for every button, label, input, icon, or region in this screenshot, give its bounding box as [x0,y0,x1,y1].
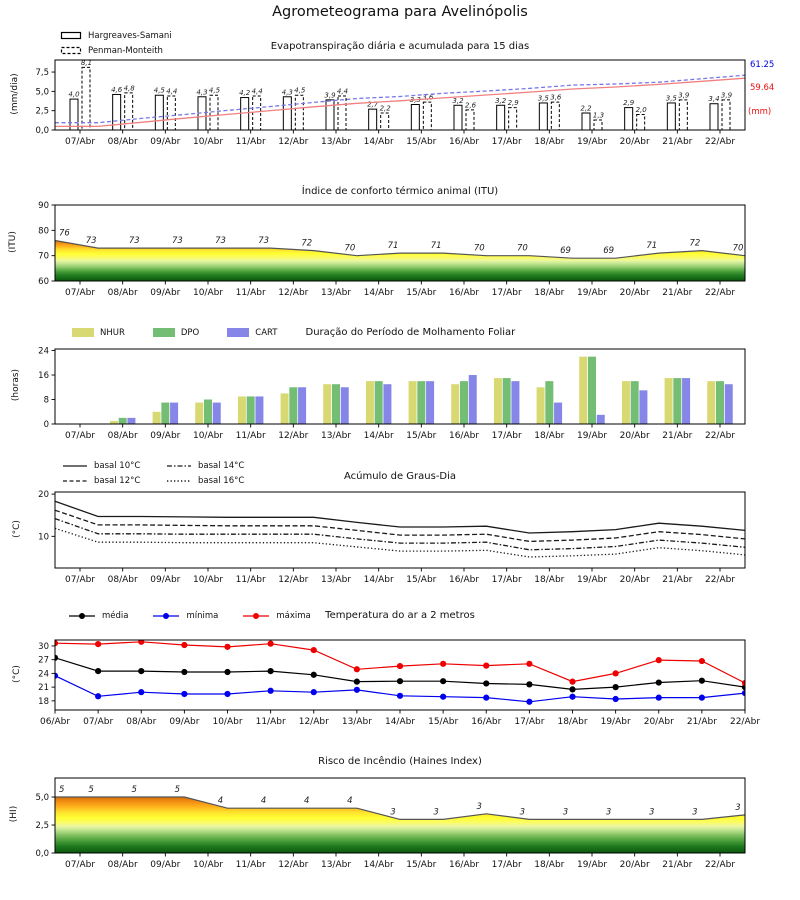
graus-y-axis-label: (°C) [12,520,22,538]
svg-text:73: 73 [258,236,270,247]
svg-text:3,9: 3,9 [720,91,733,100]
svg-text:13/Abr: 13/Abr [320,137,352,147]
svg-text:20/Abr: 20/Abr [619,137,650,147]
graus-legend [62,458,278,488]
svg-text:09/Abr: 09/Abr [169,717,200,727]
svg-text:07/Abr: 07/Abr [83,717,114,727]
molhamento-title: Duração do Período de Molhamento Foliar [305,327,516,338]
legend-label: mínima [186,610,219,621]
svg-text:70: 70 [344,243,356,254]
dashed-line-icon [62,477,88,485]
svg-text:71: 71 [646,241,658,252]
svg-text:3: 3 [390,807,396,818]
molhamento-y-axis-label: (horas) [11,368,21,402]
svg-text:22/Abr: 22/Abr [704,431,736,441]
legend-label: NHUR [100,327,125,338]
svg-text:60: 60 [38,277,49,287]
temp-title: Temperatura do ar a 2 metros [325,610,475,621]
svg-text:4,3: 4,3 [281,88,293,97]
dotted-line-icon [166,477,192,485]
svg-text:22/Abr: 22/Abr [704,575,736,585]
svg-text:08/Abr: 08/Abr [107,860,138,870]
svg-text:2,5: 2,5 [35,821,49,832]
svg-text:4: 4 [260,796,267,807]
svg-text:11/Abr: 11/Abr [255,717,286,727]
svg-text:5: 5 [59,785,65,796]
svg-text:0: 0 [43,420,49,430]
svg-text:16: 16 [38,371,49,382]
svg-text:5: 5 [174,785,181,796]
svg-text:12/Abr: 12/Abr [278,137,309,147]
svg-text:16/Abr: 16/Abr [448,431,480,441]
svg-text:12/Abr: 12/Abr [278,431,309,441]
svg-text:3: 3 [605,807,612,818]
svg-text:4,3: 4,3 [196,88,208,97]
svg-text:2,2: 2,2 [580,104,592,113]
svg-text:4,5: 4,5 [153,86,165,95]
svg-text:15/Abr: 15/Abr [406,288,437,298]
svg-text:14/Abr: 14/Abr [363,575,394,585]
svg-text:15/Abr: 15/Abr [406,860,437,870]
svg-text:06/Abr: 06/Abr [39,717,71,727]
svg-text:09/Abr: 09/Abr [150,575,181,585]
svg-text:72: 72 [689,238,701,249]
svg-text:19/Abr: 19/Abr [600,717,631,727]
svg-text:3: 3 [692,807,698,818]
svg-text:3: 3 [735,802,741,813]
svg-text:3,4: 3,4 [708,95,720,104]
dashdot-line-icon [166,462,192,470]
solid-line-icon [62,462,88,470]
svg-text:22/Abr: 22/Abr [729,717,761,727]
svg-text:2,5: 2,5 [35,106,49,117]
svg-text:15/Abr: 15/Abr [406,575,437,585]
haines-title: Risco de Incêndio (Haines Index) [318,756,482,767]
svg-text:13/Abr: 13/Abr [320,575,352,585]
svg-text:2,0: 2,0 [635,106,647,115]
solid-bar-swatch-icon [60,31,82,40]
legend-item-hargreaves [60,28,172,43]
legend-label: basal 12°C [94,475,141,486]
svg-text:21/Abr: 21/Abr [686,717,717,727]
svg-text:10/Abr: 10/Abr [192,575,224,585]
black-dot-line-icon [68,611,96,621]
svg-text:73: 73 [171,236,183,247]
svg-text:59.64: 59.64 [750,83,775,94]
svg-text:14/Abr: 14/Abr [363,288,394,298]
svg-text:3,5: 3,5 [665,94,677,103]
legend-label: média [102,610,129,621]
svg-text:5: 5 [131,785,137,796]
svg-text:09/Abr: 09/Abr [150,860,181,870]
legend-item-nhur [72,328,125,338]
svg-text:20/Abr: 20/Abr [643,717,674,727]
legend-item-media [68,611,128,621]
svg-text:08/Abr: 08/Abr [126,717,157,727]
svg-text:14/Abr: 14/Abr [363,137,394,147]
svg-text:18/Abr: 18/Abr [534,288,565,298]
svg-text:70: 70 [473,243,485,254]
legend-label: basal 14°C [198,460,245,471]
svg-text:20/Abr: 20/Abr [619,288,650,298]
svg-text:4,6: 4,6 [111,85,123,94]
svg-text:20: 20 [38,490,49,501]
svg-text:21/Abr: 21/Abr [662,431,693,441]
svg-text:4: 4 [347,796,353,807]
itu-title: Índice de conforto térmico animal (ITU) [301,186,499,197]
svg-text:11/Abr: 11/Abr [235,137,266,147]
svg-text:15/Abr: 15/Abr [428,717,459,727]
svg-text:1,3: 1,3 [592,111,605,120]
svg-text:22/Abr: 22/Abr [704,860,736,870]
svg-text:09/Abr: 09/Abr [150,431,181,441]
svg-text:18/Abr: 18/Abr [534,431,565,441]
svg-text:18/Abr: 18/Abr [534,860,565,870]
svg-text:3,5: 3,5 [537,94,549,103]
legend-label: DPO [180,327,200,338]
svg-text:4,4: 4,4 [336,87,349,96]
svg-text:21/Abr: 21/Abr [662,860,693,870]
svg-text:5: 5 [88,785,94,796]
svg-text:3: 3 [649,807,655,818]
svg-text:0,0: 0,0 [35,126,49,136]
svg-text:12/Abr: 12/Abr [278,288,309,298]
svg-text:12/Abr: 12/Abr [278,860,309,870]
svg-text:69: 69 [560,246,571,257]
blue-dot-line-icon [152,611,180,621]
svg-text:70: 70 [38,251,49,262]
svg-text:4,4: 4,4 [251,87,263,96]
svg-text:2,9: 2,9 [623,99,635,108]
svg-text:11/Abr: 11/Abr [235,431,266,441]
legend-item-maxima [242,611,310,621]
svg-text:17/Abr: 17/Abr [514,717,545,727]
svg-text:16/Abr: 16/Abr [448,860,480,870]
svg-text:4,8: 4,8 [123,84,135,93]
svg-text:20/Abr: 20/Abr [619,431,650,441]
svg-text:21: 21 [38,683,49,694]
svg-text:16/Abr: 16/Abr [448,288,480,298]
svg-text:69: 69 [603,246,615,257]
svg-text:16/Abr: 16/Abr [471,717,502,727]
svg-text:2,7: 2,7 [367,100,379,109]
legend-label: Penman-Monteith [88,45,163,56]
page-title: Agrometeograma para Avelinópolis [272,4,528,20]
svg-text:76: 76 [59,228,70,239]
svg-text:24: 24 [38,669,49,680]
svg-text:10/Abr: 10/Abr [212,717,243,727]
svg-text:4: 4 [217,796,224,807]
svg-text:30: 30 [38,641,49,652]
svg-text:3,9: 3,9 [678,91,690,100]
legend-label: basal 10°C [94,460,141,471]
svg-text:07/Abr: 07/Abr [64,860,96,870]
svg-text:24: 24 [38,346,49,357]
temp-y-axis-label: (°C) [12,665,22,683]
svg-text:18/Abr: 18/Abr [534,137,565,147]
svg-text:4,5: 4,5 [294,86,306,95]
svg-text:07/Abr: 07/Abr [64,431,96,441]
svg-text:09/Abr: 09/Abr [150,137,181,147]
svg-text:19/Abr: 19/Abr [576,288,608,298]
svg-text:3: 3 [433,807,439,818]
svg-text:17/Abr: 17/Abr [491,431,522,441]
cart-swatch-icon [227,328,249,337]
svg-text:10/Abr: 10/Abr [192,431,224,441]
red-dot-line-icon [242,611,270,621]
nhur-swatch-icon [72,328,94,337]
svg-text:90: 90 [38,201,49,211]
svg-text:08/Abr: 08/Abr [107,137,138,147]
legend-item-penman [60,43,172,58]
svg-text:8: 8 [43,395,49,406]
svg-text:07/Abr: 07/Abr [64,137,96,147]
svg-text:15/Abr: 15/Abr [406,137,437,147]
legend-label: Hargreaves-Samani [88,30,172,41]
svg-text:15/Abr: 15/Abr [406,431,437,441]
svg-text:12/Abr: 12/Abr [278,575,309,585]
svg-text:19/Abr: 19/Abr [576,431,608,441]
graus-title: Acúmulo de Graus-Dia [343,471,457,482]
svg-text:3,6: 3,6 [550,93,562,102]
itu-y-axis-label: (ITU) [8,231,18,253]
svg-text:71: 71 [430,241,442,252]
svg-text:3,6: 3,6 [422,93,434,102]
svg-text:11/Abr: 11/Abr [235,575,266,585]
svg-text:2,6: 2,6 [464,101,477,110]
dpo-swatch-icon [153,328,175,337]
svg-text:5,0: 5,0 [35,87,49,98]
svg-text:16/Abr: 16/Abr [448,575,480,585]
svg-text:18/Abr: 18/Abr [557,717,588,727]
svg-text:3,9: 3,9 [324,91,336,100]
svg-text:08/Abr: 08/Abr [107,288,138,298]
svg-text:11/Abr: 11/Abr [235,288,266,298]
svg-text:(mm): (mm) [748,107,772,117]
svg-text:14/Abr: 14/Abr [384,717,416,727]
svg-text:09/Abr: 09/Abr [150,288,181,298]
svg-text:3,2: 3,2 [452,96,464,105]
svg-text:13/Abr: 13/Abr [341,717,372,727]
svg-text:19/Abr: 19/Abr [576,860,608,870]
svg-text:61.25: 61.25 [750,60,775,71]
svg-text:17/Abr: 17/Abr [491,137,522,147]
svg-text:4,4: 4,4 [166,87,178,96]
svg-text:4,5: 4,5 [208,86,221,95]
svg-text:17/Abr: 17/Abr [491,575,522,585]
svg-text:13/Abr: 13/Abr [320,288,352,298]
svg-text:22/Abr: 22/Abr [704,288,736,298]
svg-text:19/Abr: 19/Abr [576,137,608,147]
legend-label: máxima [276,610,311,621]
svg-text:3: 3 [519,807,526,818]
svg-text:2,2: 2,2 [379,104,391,113]
svg-text:18/Abr: 18/Abr [534,575,565,585]
svg-text:18: 18 [38,696,49,707]
svg-text:11/Abr: 11/Abr [235,860,266,870]
svg-text:19/Abr: 19/Abr [576,575,608,585]
svg-text:07/Abr: 07/Abr [64,575,96,585]
svg-text:20/Abr: 20/Abr [619,860,650,870]
svg-text:22/Abr: 22/Abr [704,137,736,147]
svg-text:10: 10 [38,532,49,543]
svg-text:70: 70 [516,243,528,254]
svg-text:10/Abr: 10/Abr [192,288,224,298]
svg-text:27: 27 [38,655,49,666]
svg-text:0,0: 0,0 [35,849,49,859]
legend-label: basal 16°C [198,475,245,486]
svg-text:3: 3 [476,801,482,812]
legend-item-minima [152,611,218,621]
svg-text:3,3: 3,3 [409,96,421,105]
svg-text:17/Abr: 17/Abr [491,288,522,298]
legend-item-basal14 [166,461,278,471]
svg-text:73: 73 [85,236,97,247]
legend-item-basal12 [62,476,166,486]
svg-text:08/Abr: 08/Abr [107,575,138,585]
svg-text:20/Abr: 20/Abr [619,575,650,585]
svg-text:4,0: 4,0 [68,90,80,99]
legend-item-dpo [153,328,199,338]
svg-text:2,9: 2,9 [507,99,519,108]
svg-text:21/Abr: 21/Abr [662,575,693,585]
svg-text:16/Abr: 16/Abr [448,137,480,147]
legend-item-basal16 [166,476,278,486]
svg-text:14/Abr: 14/Abr [363,860,394,870]
dashed-bar-swatch-icon [60,46,82,55]
svg-text:72: 72 [301,238,313,249]
etp-y-axis-label: (mm/dia) [10,73,20,115]
temp-legend [68,608,311,623]
etp-legend [60,28,172,58]
svg-text:10/Abr: 10/Abr [192,137,224,147]
svg-text:73: 73 [215,236,226,247]
haines-y-axis-label: (HI) [9,805,19,823]
svg-text:3: 3 [562,807,569,818]
svg-text:21/Abr: 21/Abr [662,137,693,147]
svg-text:08/Abr: 08/Abr [107,431,138,441]
svg-text:10/Abr: 10/Abr [192,860,224,870]
svg-text:7,5: 7,5 [35,68,49,79]
svg-text:73: 73 [128,236,140,247]
svg-text:07/Abr: 07/Abr [64,288,96,298]
svg-text:8,1: 8,1 [80,58,93,67]
svg-text:21/Abr: 21/Abr [662,288,693,298]
svg-text:3,2: 3,2 [495,96,507,105]
svg-text:13/Abr: 13/Abr [320,431,352,441]
svg-text:5,0: 5,0 [35,793,49,804]
svg-text:4: 4 [304,796,310,807]
etp-title: Evapotranspiração diária e acumulada para 15 dias [270,41,530,52]
svg-text:13/Abr: 13/Abr [320,860,352,870]
svg-text:12/Abr: 12/Abr [298,717,329,727]
svg-text:71: 71 [387,241,399,252]
svg-text:17/Abr: 17/Abr [491,860,522,870]
legend-item-cart [227,328,277,338]
legend-item-basal10 [62,461,166,471]
svg-text:14/Abr: 14/Abr [363,431,394,441]
svg-text:4,2: 4,2 [239,89,251,98]
svg-text:70: 70 [732,243,744,254]
legend-label: CART [255,327,278,338]
svg-text:80: 80 [38,226,49,237]
molhamento-header [72,325,515,340]
